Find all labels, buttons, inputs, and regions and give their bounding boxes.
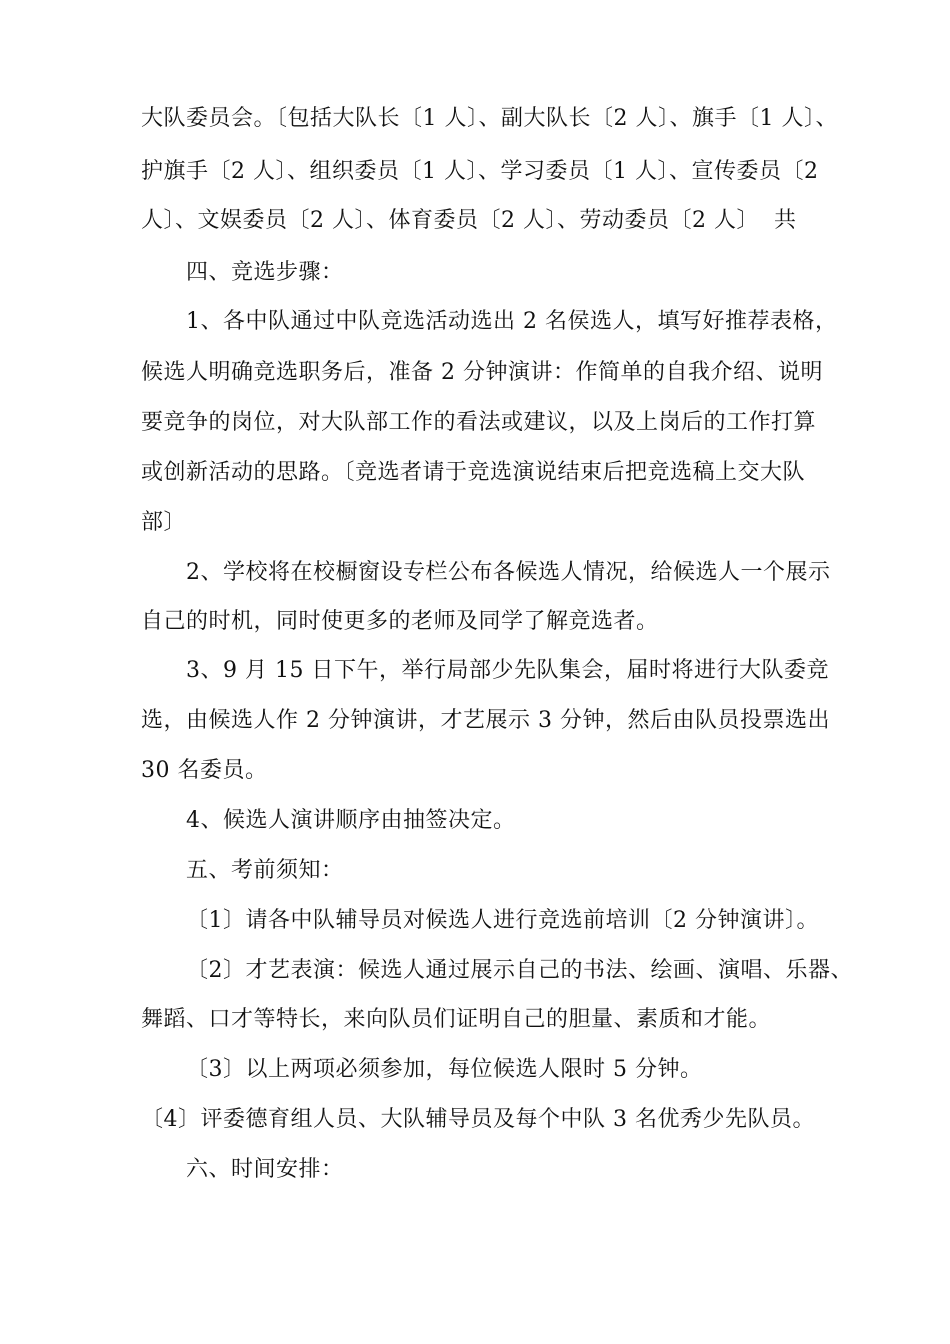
text-line: 30 名委员。	[141, 758, 268, 783]
text-line: 选，由候选人作 2 分钟演讲，才艺展示 3 分钟，然后由队员投票选出	[141, 708, 830, 733]
text-line: 候选人明确竞选职务后，准备 2 分钟演讲：作简单的自我介绍、说明	[141, 360, 823, 385]
text-line: 部〕	[141, 510, 187, 535]
text-line: 〔3〕以上两项必须参加，每位候选人限时 5 分钟。	[186, 1057, 703, 1082]
text-line: 2、学校将在校橱窗设专栏公布各候选人情况，给候选人一个展示	[186, 560, 831, 585]
text-line: 〔4〕评委德育组人员、大队辅导员及每个中队 3 名优秀少先队员。	[141, 1107, 815, 1132]
text-line: 大队委员会。〔包括大队长〔1 人〕、副大队长〔2 人〕、旗手〔1 人〕、	[141, 106, 838, 131]
text-line: 〔2〕才艺表演：候选人通过展示自己的书法、绘画、演唱、乐器、	[186, 958, 853, 983]
text-line: 1、各中队通过中队竞选活动选出 2 名侯选人，填写好推荐表格，	[186, 309, 838, 334]
text-line: 自己的时机，同时使更多的老师及同学了解竞选者。	[141, 609, 659, 634]
text-line: 护旗手〔2 人〕、组织委员〔1 人〕、学习委员〔1 人〕、宣传委员〔2	[141, 159, 819, 184]
section-heading: 五、考前须知：	[186, 858, 344, 883]
text-line: 〔1〕请各中队辅导员对候选人进行竞选前培训〔2 分钟演讲〕。	[186, 908, 819, 933]
text-line: 舞蹈、口才等特长，来向队员们证明自己的胆量、素质和才能。	[141, 1007, 772, 1032]
text-line: 4、候选人演讲顺序由抽签决定。	[186, 808, 516, 833]
text-line: 要竞争的岗位，对大队部工作的看法或建议，以及上岗后的工作打算	[141, 410, 817, 435]
section-heading: 六、时间安排：	[186, 1157, 344, 1182]
text-line: 人〕、文娱委员〔2 人〕、体育委员〔2 人〕、劳动委员〔2 人〕 共	[141, 208, 797, 233]
section-heading: 四、竞选步骤：	[186, 260, 344, 285]
text-line: 3、9 月 15 日下午，举行局部少先队集会，届时将进行大队委竞	[186, 658, 829, 683]
text-line: 或创新活动的思路。〔竞选者请于竞选演说结束后把竞选稿上交大队	[141, 460, 806, 485]
